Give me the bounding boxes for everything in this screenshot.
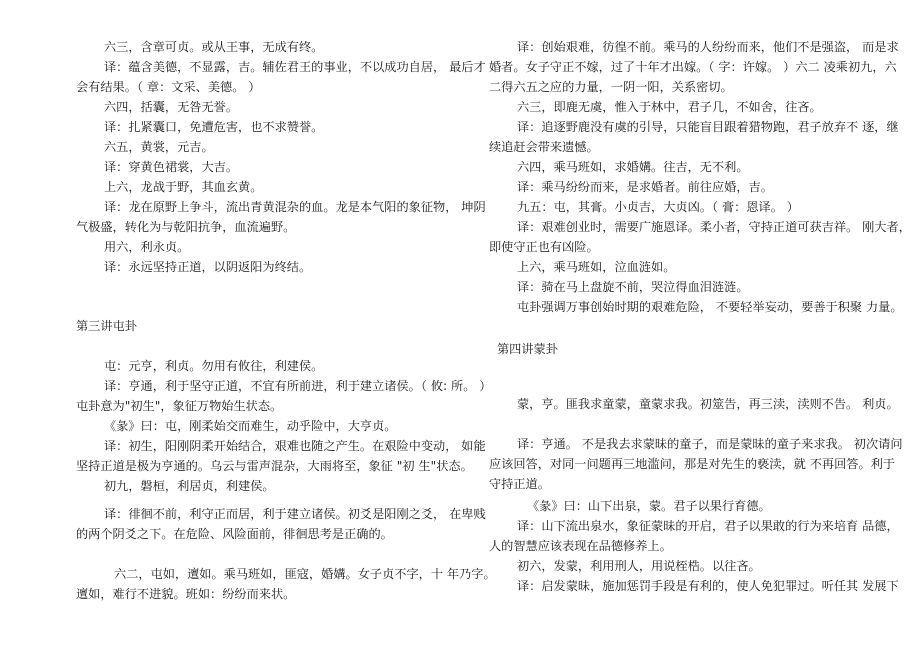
text-line: 译：穿黄色裙裳，大吉。	[104, 160, 239, 174]
text-line: 译：蕴含美德，不显露，吉。辅佐君王的事业，不以成功自居， 最后才	[104, 60, 486, 74]
text-line: 译：龙在原野上争斗，流出青黄混杂的血。龙是本气阳的象征物， 坤阴	[104, 200, 486, 214]
text-line: 《彖》曰：屯，刚柔始交而难生，动乎险中，大亨贞。	[104, 419, 397, 433]
text-line: 气极盛，转化为与乾阳抗争，血流遍野。	[76, 220, 296, 234]
text-line: 邅如，难行不进貌。班如：纷纷而来状。	[76, 587, 296, 601]
text-line: 《彖》曰：山下出泉，蒙。君子以果行育德。	[527, 499, 771, 513]
section-heading: 第三讲屯卦	[76, 319, 137, 333]
text-line: 上六，龙战于野，其血玄黄。	[104, 180, 263, 194]
text-line: 续追赶会带来遗憾。	[489, 140, 599, 154]
text-line: 初九，磐桓，利居贞，利建侯。	[104, 479, 275, 493]
text-line: 六三，含章可贞。或从王事，无成有终。	[104, 40, 324, 54]
text-line: 蒙，亨。匪我求童蒙，童蒙求我。初筮告，再三渎，渎则不告。 利贞。	[517, 397, 899, 411]
text-line: 屯卦意为"初生"，象征万物始生状态。	[76, 399, 283, 413]
text-line: 即使守正也有凶险。	[489, 240, 599, 254]
text-line: 译：徘徊不前，利守正而居，利于建立诸侯。初爻是阳刚之爻， 在卑贱	[104, 507, 486, 521]
text-line: 守持正道。	[489, 477, 550, 491]
text-line: 译：扎紧囊口，免遭危害，也不求赞誉。	[104, 120, 324, 134]
text-line: 的两个阴爻之下。在危险、风险面前，徘徊思考是正确的。	[76, 527, 393, 541]
text-line: 译：亨通。 不是我去求蒙昧的童子，而是蒙昧的童子来求我。 初次请问	[517, 437, 903, 451]
text-line: 用六，利永贞。	[104, 240, 190, 254]
text-line: 译：乘马纷纷而来，是求婚者。前往应婚，吉。	[517, 180, 773, 194]
text-line: 上六，乘马班如，泣血涟如。	[517, 260, 676, 274]
text-line: 坚持正道是极为亨通的。乌云与雷声混杂，大雨将至，象征 "初 生"状态。	[76, 459, 473, 473]
text-line: 六二，屯如，邅如。乘马班如，匪寇，婚媾。女子贞不字，十 年乃字。	[114, 567, 496, 581]
text-line: 译：初生，阳刚阴柔开始结合，艰难也随之产生。在艰险中变动， 如能	[104, 439, 486, 453]
text-line: 译：山下流出泉水，象征蒙昧的开启，君子以果敢的行为来培育 品德，	[517, 519, 899, 533]
text-line: 译：创始艰难，彷徨不前。乘马的人纷纷而来，他们不是强盗， 而是求	[517, 40, 899, 54]
text-line: 译：追逐野鹿没有虞的引导，只能盲目跟着猎物跑，君子放弃不 逐，继	[517, 120, 899, 134]
text-line: 人的智慧应该表现在品德修养上。	[489, 539, 672, 553]
text-line: 六三，即鹿无虞，惟入于林中，君子几，不如舍，往吝。	[517, 100, 822, 114]
text-line: 应该回答，对同一问题再三地滥问，那是对先生的亵渎，就 不再回答。利于	[489, 457, 896, 471]
text-line: 六五，黄裳，元吉。	[104, 140, 214, 154]
text-line: 九五：屯，其膏。小贞吉，大贞凶。（ 膏：恩译。 ）	[517, 200, 799, 214]
text-line: 译：启发蒙昧，施加惩罚手段是有利的，使人免犯罪过。听任其 发展下	[517, 579, 899, 593]
text-line: 译：骑在马上盘旋不前，哭泣得血泪涟涟。	[517, 280, 749, 294]
text-line: 初六，发蒙，利用刑人，用说桎梏。以往吝。	[517, 559, 761, 573]
text-line: 六四，乘马班如，求婚媾。往吉，无不利。	[517, 160, 749, 174]
text-line: 译：永远坚持正道，以阴返阳为终结。	[104, 260, 312, 274]
text-line: 二得六五之应的力量，一阴一阳，关系密切。	[489, 80, 733, 94]
text-line: 会有结果。（ 章：文采、美德。 ）	[76, 80, 261, 94]
section-heading: 第四讲蒙卦	[497, 342, 558, 356]
text-line: 屯：元亨，利贞。勿用有攸往，利建侯。	[104, 359, 324, 373]
text-line: 屯卦强调万事创始时期的艰难危险， 不要轻举妄动，要善于积聚 力量。	[517, 300, 903, 314]
text-line: 婚者。女子守正不嫁，过了十年才出嫁。（ 字：许嫁。 ）六二 凌乘初九，六	[489, 60, 897, 74]
text-line: 译：亨通，利于坚守正道，不宜有所前进，利于建立诸侯。（ 攸: 所。 ）	[104, 379, 492, 393]
text-line: 六四，括囊，无咎无誉。	[104, 100, 239, 114]
text-line: 译：艰难创业时，需要广施恩译。柔小者，守持正道可获吉祥。 刚大者，	[517, 220, 911, 234]
